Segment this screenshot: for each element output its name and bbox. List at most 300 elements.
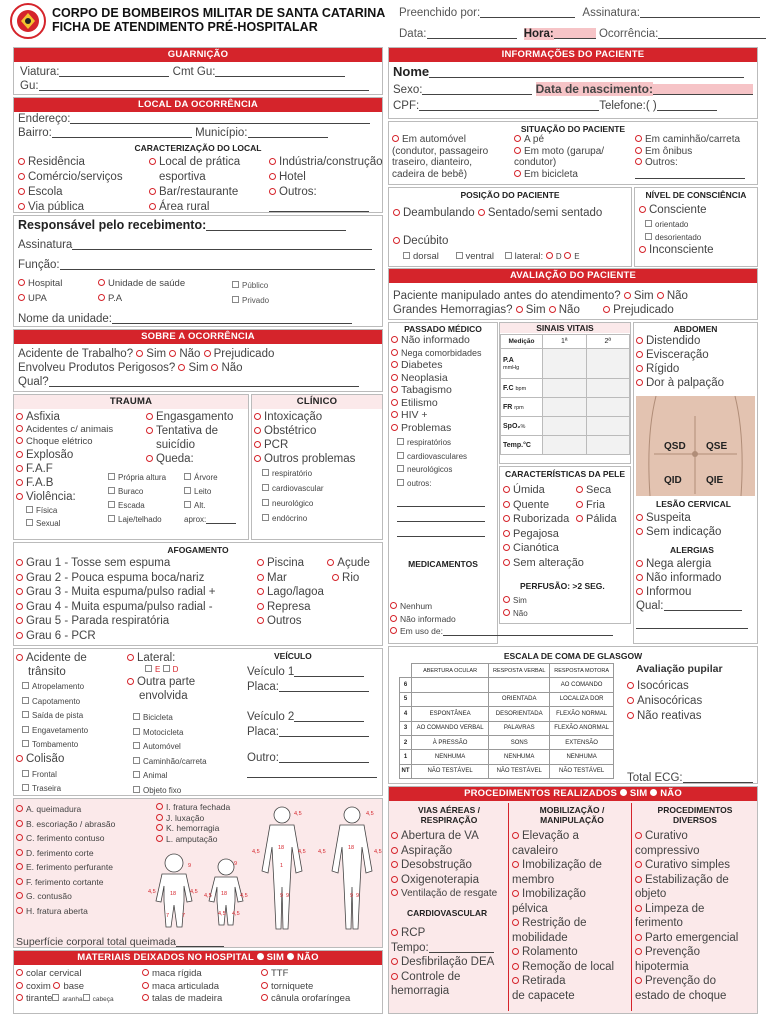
filled-by-field[interactable]: [480, 7, 575, 18]
outra-parte-radio[interactable]: [127, 678, 134, 685]
isocoricas-radio[interactable]: [627, 682, 634, 689]
aranha-checkbox[interactable]: [52, 994, 59, 1001]
alergia-line-2[interactable]: [636, 618, 748, 629]
residencia-radio[interactable]: [18, 158, 25, 165]
grau5-radio[interactable]: [16, 617, 23, 624]
parto-radio[interactable]: [635, 934, 642, 941]
suspeita-radio[interactable]: [636, 514, 643, 521]
time-field[interactable]: [554, 28, 596, 39]
piscina-radio[interactable]: [257, 559, 264, 566]
fisica-label: Física: [36, 506, 58, 515]
cardiovascular-checkbox[interactable]: [262, 484, 269, 491]
fria-radio[interactable]: [576, 501, 583, 508]
traseiro-label: traseiro, dianteiro,: [392, 157, 473, 168]
pegajosa-radio[interactable]: [503, 530, 510, 537]
svg-text:9: 9: [188, 863, 192, 869]
nao-informado-pm-radio[interactable]: [391, 336, 398, 343]
glasgow-cell[interactable]: NENHUMA: [412, 750, 489, 764]
glasgow-cell[interactable]: NÃO TESTÁVEL: [489, 764, 550, 778]
grau4-radio[interactable]: [16, 603, 23, 610]
neurologico-checkbox[interactable]: [262, 499, 269, 506]
hospital-radio[interactable]: [18, 279, 25, 286]
motocicleta-checkbox[interactable]: [133, 728, 140, 735]
municipio-field[interactable]: [248, 127, 328, 138]
pa-radio[interactable]: [98, 294, 105, 301]
logo-emblem: [10, 3, 46, 39]
consciente-radio[interactable]: [639, 206, 646, 213]
posicao-panel: [388, 187, 632, 267]
endereco-field[interactable]: [70, 113, 370, 124]
arvore-label: Árvore: [194, 473, 218, 482]
automovel-radio[interactable]: [392, 135, 399, 142]
elevacao-radio[interactable]: [512, 832, 519, 839]
estabilizacao-radio[interactable]: [635, 876, 642, 883]
viatura-field[interactable]: [59, 66, 169, 77]
violencia-label: Violência:: [26, 491, 76, 503]
acidente-prejudicado-radio[interactable]: [204, 350, 211, 357]
svg-text:4,5: 4,5: [298, 849, 306, 855]
maca-articulada-label: maca articulada: [152, 980, 220, 992]
date-field[interactable]: [427, 28, 517, 39]
veiculo1-field[interactable]: [294, 666, 364, 677]
imob-membro-radio[interactable]: [512, 861, 519, 868]
materiais-nao-radio[interactable]: [287, 953, 294, 960]
coxim-radio[interactable]: [16, 982, 23, 989]
retirada-radio[interactable]: [512, 977, 519, 984]
temp-1-cell[interactable]: [543, 436, 587, 455]
lateral-d-checkbox[interactable]: [163, 665, 170, 672]
desorientado-checkbox[interactable]: [645, 233, 652, 240]
grau1-radio[interactable]: [16, 559, 23, 566]
placa1-field[interactable]: [279, 681, 369, 692]
cmt-field[interactable]: [215, 66, 345, 77]
hemorragias-sim-radio[interactable]: [516, 306, 523, 313]
tempo-label: Tempo:: [391, 941, 429, 954]
fisica-checkbox[interactable]: [26, 506, 33, 513]
unidade-saude-radio[interactable]: [98, 279, 105, 286]
procedimentos-panel: [388, 786, 758, 1014]
colar-radio[interactable]: [16, 969, 23, 976]
caminhao-checkbox[interactable]: [133, 757, 140, 764]
engasgamento-radio[interactable]: [146, 413, 153, 420]
ventilacao-radio[interactable]: [391, 889, 398, 896]
qual-field[interactable]: [49, 376, 359, 387]
alt-label: Alt.: [194, 501, 206, 510]
glasgow-cell[interactable]: [412, 678, 489, 692]
intoxicacao-radio[interactable]: [254, 413, 261, 420]
represa-radio[interactable]: [257, 603, 264, 610]
rigido-radio[interactable]: [636, 365, 643, 372]
outros-pm-checkbox[interactable]: [397, 479, 404, 486]
objeto-fixo-checkbox[interactable]: [133, 786, 140, 793]
pa-2-cell[interactable]: [586, 349, 630, 379]
glasgow-cell[interactable]: PALAVRAS: [489, 721, 550, 735]
abdomen-diagram[interactable]: [636, 396, 755, 496]
bar-radio[interactable]: [149, 188, 156, 195]
caminhao-pac-radio[interactable]: [635, 135, 642, 142]
respiratorio-checkbox[interactable]: [262, 469, 269, 476]
lateral-d-radio[interactable]: [546, 252, 553, 259]
inconsciente-radio[interactable]: [639, 246, 646, 253]
nome-unidade-field[interactable]: [112, 313, 352, 324]
sem-indicacao-radio[interactable]: [636, 528, 643, 535]
endocrino-checkbox[interactable]: [262, 514, 269, 521]
telefone-field[interactable]: [657, 100, 717, 111]
escoriacao-radio[interactable]: [16, 820, 23, 827]
contusao-radio[interactable]: [16, 892, 23, 899]
propria-altura-checkbox[interactable]: [108, 473, 115, 480]
automovel-checkbox[interactable]: [133, 742, 140, 749]
evisceracao-radio[interactable]: [636, 351, 643, 358]
fr-2-cell[interactable]: [586, 398, 630, 417]
manipulado-sim-radio[interactable]: [624, 292, 631, 299]
sentado-radio[interactable]: [478, 209, 485, 216]
em-uso-radio[interactable]: [390, 627, 397, 634]
nome-field[interactable]: [429, 67, 744, 78]
fr-1-cell[interactable]: [543, 398, 587, 417]
animal-checkbox[interactable]: [133, 771, 140, 778]
ttf-radio[interactable]: [261, 969, 268, 976]
engavetamento-checkbox[interactable]: [22, 726, 29, 733]
corte-radio[interactable]: [16, 849, 23, 856]
industria-radio[interactable]: [269, 158, 276, 165]
pm-line-3[interactable]: [397, 526, 485, 537]
base-label: base: [63, 980, 85, 992]
pcr-clinico-radio[interactable]: [254, 441, 261, 448]
spo2-1-cell[interactable]: [543, 417, 587, 436]
outros-sit-radio[interactable]: [635, 158, 642, 165]
choque-label: estado de choque: [635, 989, 727, 1002]
outros-local-radio[interactable]: [269, 188, 276, 195]
responsavel-field[interactable]: [206, 220, 346, 231]
outro-veiculo-field2[interactable]: [247, 767, 377, 778]
rolamento-radio[interactable]: [512, 948, 519, 955]
svg-text:18: 18: [221, 891, 228, 897]
outros-sit-field[interactable]: [635, 171, 745, 179]
dea-radio[interactable]: [391, 958, 398, 965]
grau2-radio[interactable]: [16, 574, 23, 581]
publico-checkbox[interactable]: [232, 281, 239, 288]
etilismo-radio[interactable]: [391, 399, 398, 406]
tirante-radio[interactable]: [16, 994, 23, 1001]
hemorragias-prejudicado-radio[interactable]: [603, 306, 610, 313]
restricao-radio[interactable]: [512, 919, 519, 926]
intoxicacao-label: Intoxicação: [264, 411, 323, 423]
acidente-sim-radio[interactable]: [136, 350, 143, 357]
inconsciente-label: Inconsciente: [649, 244, 714, 256]
violencia-radio[interactable]: [16, 493, 23, 500]
talas-radio[interactable]: [142, 994, 149, 1001]
neuro-pm-checkbox[interactable]: [397, 465, 404, 472]
deambulando-radio[interactable]: [393, 209, 400, 216]
tombamento-label: Tombamento: [32, 740, 79, 749]
onibus-radio[interactable]: [635, 147, 642, 154]
obstetrico-radio[interactable]: [254, 427, 261, 434]
alt-checkbox[interactable]: [184, 501, 191, 508]
nao-informado-med-radio[interactable]: [390, 615, 397, 622]
produtos-sim-radio[interactable]: [178, 364, 185, 371]
glasgow-cell[interactable]: DESORIENTADA: [489, 707, 550, 721]
fc-2-cell[interactable]: [586, 379, 630, 398]
rcp-radio[interactable]: [391, 929, 398, 936]
outra-parte-label: Outra parte: [137, 676, 196, 688]
fc-1-cell[interactable]: [543, 379, 587, 398]
neoplasia-radio[interactable]: [391, 374, 398, 381]
distendido-radio[interactable]: [636, 337, 643, 344]
capotamento-checkbox[interactable]: [22, 697, 29, 704]
atropelamento-checkbox[interactable]: [22, 682, 29, 689]
procedimentos-header: [389, 787, 757, 801]
mar-radio[interactable]: [257, 574, 264, 581]
nega-alergia-radio[interactable]: [636, 560, 643, 567]
frontal-label: Frontal: [32, 770, 57, 779]
glasgow-cell[interactable]: [412, 692, 489, 706]
bicicleta-pac-radio[interactable]: [514, 170, 521, 177]
ruborizada-radio[interactable]: [503, 515, 510, 522]
acidente-transito-radio[interactable]: [16, 654, 23, 661]
deambulando-label: Deambulando: [403, 207, 475, 219]
outros-local-label: Outros:: [279, 186, 317, 198]
corte-label: D. ferimento corte: [26, 847, 94, 858]
perfurante-radio[interactable]: [16, 863, 23, 870]
anisocoricas-radio[interactable]: [627, 697, 634, 704]
moto-radio[interactable]: [514, 147, 521, 154]
maca-articulada-radio[interactable]: [142, 982, 149, 989]
cortante-label: F. ferimento cortante: [26, 876, 104, 887]
imob-pelvica-radio[interactable]: [512, 890, 519, 897]
grau3-radio[interactable]: [16, 588, 23, 595]
remocao-radio[interactable]: [512, 963, 519, 970]
colisao-radio[interactable]: [16, 755, 23, 762]
palida-radio[interactable]: [576, 515, 583, 522]
laje-checkbox[interactable]: [108, 515, 115, 522]
acidente-nao-radio[interactable]: [169, 350, 176, 357]
spo2-2-cell[interactable]: [586, 417, 630, 436]
total-ecg-field[interactable]: [683, 774, 753, 783]
svg-text:4,5: 4,5: [252, 849, 260, 855]
glasgow-cell[interactable]: LOCALIZA DOR: [550, 692, 614, 706]
perfusao-label: PERFUSÃO: >2 SEG.: [520, 581, 605, 591]
materiais-sim-radio[interactable]: [257, 953, 264, 960]
nega-comorbidades-radio[interactable]: [391, 349, 398, 356]
grau6-radio[interactable]: [16, 632, 23, 639]
cpf-field[interactable]: [419, 100, 599, 111]
umida-radio[interactable]: [503, 486, 510, 493]
frontal-checkbox[interactable]: [22, 770, 29, 777]
diabetes-radio[interactable]: [391, 361, 398, 368]
tempo-field[interactable]: [429, 942, 494, 953]
nenhum-med-radio[interactable]: [390, 602, 397, 609]
qsd-label: QSD: [664, 441, 686, 452]
a-pe-radio[interactable]: [514, 135, 521, 142]
body-diagram[interactable]: [122, 801, 382, 933]
em-uso-field[interactable]: [443, 628, 613, 636]
dor-palpacao-radio[interactable]: [636, 379, 643, 386]
desobstrucao-radio[interactable]: [391, 861, 398, 868]
lesoes-panel: [13, 798, 383, 948]
bicicleta-checkbox[interactable]: [133, 713, 140, 720]
manipulado-nao-radio[interactable]: [657, 292, 664, 299]
privado-checkbox[interactable]: [232, 296, 239, 303]
cabeca-checkbox[interactable]: [83, 994, 90, 1001]
nao-reativas-label: Não reativas: [637, 710, 702, 722]
abertura-va-label: Abertura de VA: [401, 830, 479, 842]
lateral-e-checkbox[interactable]: [145, 665, 152, 672]
controle-hemorragia-radio[interactable]: [391, 973, 398, 980]
decubito-radio[interactable]: [393, 237, 400, 244]
gu-field[interactable]: [39, 80, 369, 91]
buraco-checkbox[interactable]: [108, 487, 115, 494]
ventral-checkbox[interactable]: [456, 252, 463, 259]
asfixia-radio[interactable]: [16, 413, 23, 420]
problemas-radio[interactable]: [391, 424, 398, 431]
superficie-field[interactable]: [176, 938, 224, 947]
hemorragias-nao-radio[interactable]: [549, 306, 556, 313]
outros-afog-radio[interactable]: [257, 617, 264, 624]
sexual-checkbox[interactable]: [26, 519, 33, 526]
arvore-checkbox[interactable]: [184, 473, 191, 480]
canula-radio[interactable]: [261, 994, 268, 1001]
cardio-pm-label: cardiovasculares: [407, 451, 468, 461]
nao-informado-al-radio[interactable]: [636, 574, 643, 581]
placa2-field[interactable]: [279, 726, 369, 737]
nascimento-field[interactable]: [653, 84, 753, 95]
produtos-nao-radio[interactable]: [211, 364, 218, 371]
glasgow-cell[interactable]: ESPONTÂNEA: [412, 707, 489, 721]
cianotica-radio[interactable]: [503, 544, 510, 551]
animais-radio[interactable]: [16, 425, 23, 432]
curativo-simples-radio[interactable]: [635, 861, 642, 868]
rio-radio[interactable]: [332, 574, 339, 581]
informou-radio[interactable]: [636, 588, 643, 595]
outro-veiculo-field[interactable]: [279, 752, 369, 763]
tentativa-radio[interactable]: [146, 427, 153, 434]
explosao-radio[interactable]: [16, 451, 23, 458]
temp-2-cell[interactable]: [586, 436, 630, 455]
pa-1-cell[interactable]: [543, 349, 587, 379]
tabagismo-radio[interactable]: [391, 386, 398, 393]
signature-field[interactable]: [640, 7, 760, 18]
aprox-field[interactable]: [206, 515, 236, 524]
glasgow-cell[interactable]: NÃO TESTÁVEL: [412, 764, 489, 778]
outros-problemas-radio[interactable]: [254, 455, 261, 462]
quente-radio[interactable]: [503, 501, 510, 508]
outros-local-field[interactable]: [269, 201, 369, 212]
veiculo2-field[interactable]: [294, 711, 364, 722]
abertura-va-radio[interactable]: [391, 832, 398, 839]
engavetamento-label: Engavetamento: [32, 725, 89, 735]
nao-reativas-radio[interactable]: [627, 712, 634, 719]
lateral-pos-checkbox[interactable]: [505, 252, 512, 259]
pm-line-1[interactable]: [397, 496, 485, 507]
limpeza-radio[interactable]: [635, 905, 642, 912]
lateral-e-radio[interactable]: [564, 252, 571, 259]
area-rural-radio[interactable]: [149, 203, 156, 210]
traseira-checkbox[interactable]: [22, 784, 29, 791]
resp-pm-checkbox[interactable]: [397, 438, 404, 445]
cortante-radio[interactable]: [16, 878, 23, 885]
oxigenoterapia-radio[interactable]: [391, 876, 398, 883]
leito-checkbox[interactable]: [184, 487, 191, 494]
proc-sim-radio[interactable]: [620, 789, 627, 796]
dorsal-checkbox[interactable]: [403, 252, 410, 259]
faf-radio[interactable]: [16, 465, 23, 472]
lago-radio[interactable]: [257, 588, 264, 595]
torniquete-radio[interactable]: [261, 982, 268, 989]
orientado-checkbox[interactable]: [645, 220, 652, 227]
sexo-field[interactable]: [422, 84, 532, 95]
hotel-radio[interactable]: [269, 173, 276, 180]
comercio-radio[interactable]: [18, 173, 25, 180]
bairro-field[interactable]: [52, 127, 192, 138]
sem-alteracao-radio[interactable]: [503, 559, 510, 566]
glasgow-cell[interactable]: SONS: [489, 735, 550, 749]
upa-label: UPA: [28, 293, 47, 304]
materiais-nao-label: NÃO: [296, 952, 319, 963]
aspiracao-radio[interactable]: [391, 847, 398, 854]
prevencao-hipo-radio[interactable]: [635, 948, 642, 955]
glasgow-cell[interactable]: NENHUMA: [489, 750, 550, 764]
fratura-aberta-radio[interactable]: [16, 907, 23, 914]
rpm-label: rpm: [514, 404, 524, 411]
glasgow-cell[interactable]: À PRESSÃO: [412, 735, 489, 749]
maca-rigida-radio[interactable]: [142, 969, 149, 976]
upa-radio[interactable]: [18, 294, 25, 301]
glasgow-cell[interactable]: EXTENSÃO: [550, 735, 614, 749]
queda-radio[interactable]: [146, 455, 153, 462]
choque-radio[interactable]: [16, 437, 23, 444]
ventral-label: ventral: [465, 251, 495, 262]
glasgow-cell[interactable]: NÃO TESTÁVEL: [550, 764, 614, 778]
glasgow-cell[interactable]: ORIENTADA: [489, 692, 550, 706]
saida-pista-checkbox[interactable]: [22, 711, 29, 718]
funcao-field[interactable]: [60, 259, 375, 270]
perfusao-sim-label: Sim: [513, 596, 527, 605]
atropelamento-label: Atropelamento: [32, 682, 85, 691]
fab-radio[interactable]: [16, 479, 23, 486]
acude-radio[interactable]: [327, 559, 334, 566]
pm-line-2[interactable]: [397, 511, 485, 522]
glasgow-cell[interactable]: FLEXÃO NORMAL: [550, 707, 614, 721]
prevencao-choque-radio[interactable]: [635, 977, 642, 984]
glasgow-cell[interactable]: [489, 678, 550, 692]
tombamento-checkbox[interactable]: [22, 740, 29, 747]
glasgow-cell[interactable]: NENHUMA: [550, 750, 614, 764]
lateral-radio[interactable]: [127, 654, 134, 661]
proc-nao-radio[interactable]: [650, 789, 657, 796]
occurrence-field[interactable]: [658, 28, 766, 39]
alergia-qual-field[interactable]: [664, 600, 742, 611]
base-radio[interactable]: [53, 982, 60, 989]
escada-checkbox[interactable]: [108, 501, 115, 508]
glasgow-cell[interactable]: AO COMANDO VERBAL: [412, 721, 489, 735]
perfurante-label: E. ferimento perfurante: [26, 862, 113, 872]
org-name: CORPO DE BOMBEIROS MILITAR DE SANTA CATARINA: [52, 6, 386, 20]
cardio-pm-checkbox[interactable]: [397, 452, 404, 459]
hiv-radio[interactable]: [391, 411, 398, 418]
sem-alteracao-label: Sem alteração: [513, 556, 584, 569]
glasgow-cell[interactable]: AO COMANDO: [550, 678, 614, 692]
queimadura-radio[interactable]: [16, 805, 23, 812]
glasgow-cell[interactable]: FLEXÃO ANORMAL: [550, 721, 614, 735]
assinatura-resp-field[interactable]: [72, 239, 372, 250]
escola-radio[interactable]: [18, 188, 25, 195]
contuso-radio[interactable]: [16, 834, 23, 841]
local-pratica-radio[interactable]: [149, 158, 156, 165]
curativo-comp-radio[interactable]: [635, 832, 642, 839]
via-publica-radio[interactable]: [18, 203, 25, 210]
seca-radio[interactable]: [576, 486, 583, 493]
